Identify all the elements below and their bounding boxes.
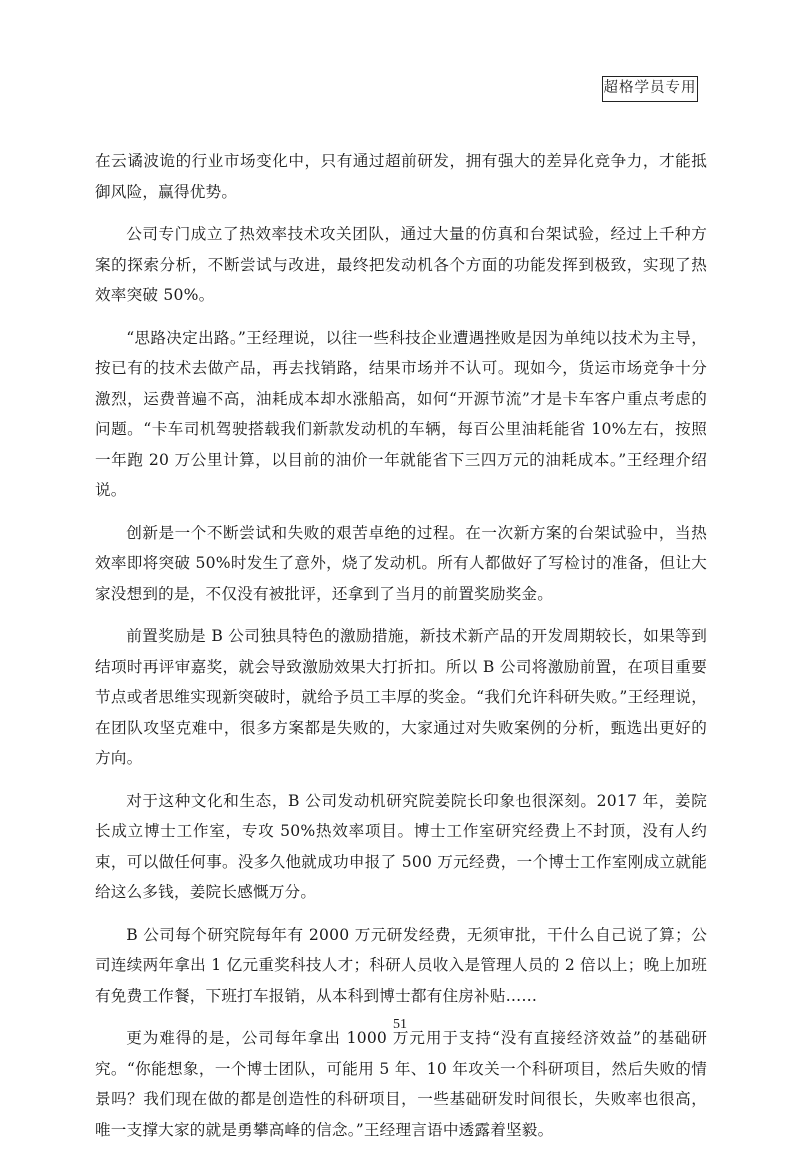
article-body xyxy=(95,146,707,1157)
paragraph: 更为难得的是，公司每年拿出 1000 万元用于支持“没有直接经济效益”的基础研究。“你能想象，一个博士团队，可能用 5 年、10 年攻关一个科研项目，然后失败的情景吗？我们现在做的都是创造性的科研项目，一些基础研发时间很长，失败率也很高，唯一支撑大家的就是勇攀高峰的信念。”王经理言语中透露着坚毅。 xyxy=(95,1029,707,1139)
paragraph: 前置奖励是 B 公司独具特色的激励措施，新技术新产品的开发周期较长，如果等到结项时再评审嘉奖，就会导致激励效果大打折扣。所以 B 公司将激励前置，在项目重要节点或者思维实现新突破时，就给予员工丰厚的奖金。“我们允许科研失败。”王经理说，在团队攻坚克难中，很多方案都是失败的，大家通过对失败案例的分析，甄选出更好的方向。 xyxy=(95,627,707,767)
paragraph: 对于这种文化和生态，B 公司发动机研究院姜院长印象也很深刻。2017 年，姜院长成立博士工作室，专攻 50%热效率项目。博士工作室研究经费上不封顶，没有人约束，可以做任何事。没多久他就成功申报了 500 万元经费，一个博士工作室刚成立就能给这么多钱，姜院长感慨万分。 xyxy=(95,791,707,901)
paragraph: 在云谲波诡的行业市场变化中，只有通过超前研发，拥有强大的差异化竞争力，才能抵御风险，赢得优势。 xyxy=(95,152,707,201)
header-stamp: 超格学员专用 xyxy=(602,76,698,102)
paragraph: 创新是一个不断尝试和失败的艰苦卓绝的过程。在一次新方案的台架试验中，当热效率即将突破 50%时发生了意外，烧了发动机。所有人都做好了写检讨的准备，但让大家没想到的是，不仅没有被批评，还拿到了当月的前置奖励奖金。 xyxy=(95,523,707,603)
paragraph: 公司专门成立了热效率技术攻关团队，通过大量的仿真和台架试验，经过上千种方案的探索分析，不断尝试与改进，最终把发动机各个方面的功能发挥到极致，实现了热效率突破 50%。 xyxy=(95,225,707,304)
paragraph: “思路决定出路。”王经理说，以往一些科技企业遭遇挫败是因为单纯以技术为主导，按已有的技术去做产品，再去找销路，结果市场并不认可。现如今，货运市场竞争十分激烈，运费普遍不高，油耗成本却水涨船高，如何“开源节流”才是卡车客户重点考虑的问题。“卡车司机驾驶搭载我们新款发动机的车辆，每百公里油耗能省 10%左右，按照一年跑 20 万公里计算，以目前的油价一年就能省下三四万元的油耗成本。”王经理介绍说。 xyxy=(95,328,707,499)
page-number: 51 xyxy=(393,1017,407,1032)
paragraph: B 公司每个研究院每年有 2000 万元研发经费，无须审批，干什么自己说了算；公司连续两年拿出 1 亿元重奖科技人才；科研人员收入是管理人员的 2 倍以上；晚上加班有免费工作餐，下班打车报销，从本科到博士都有住房补贴…… xyxy=(95,925,707,1005)
